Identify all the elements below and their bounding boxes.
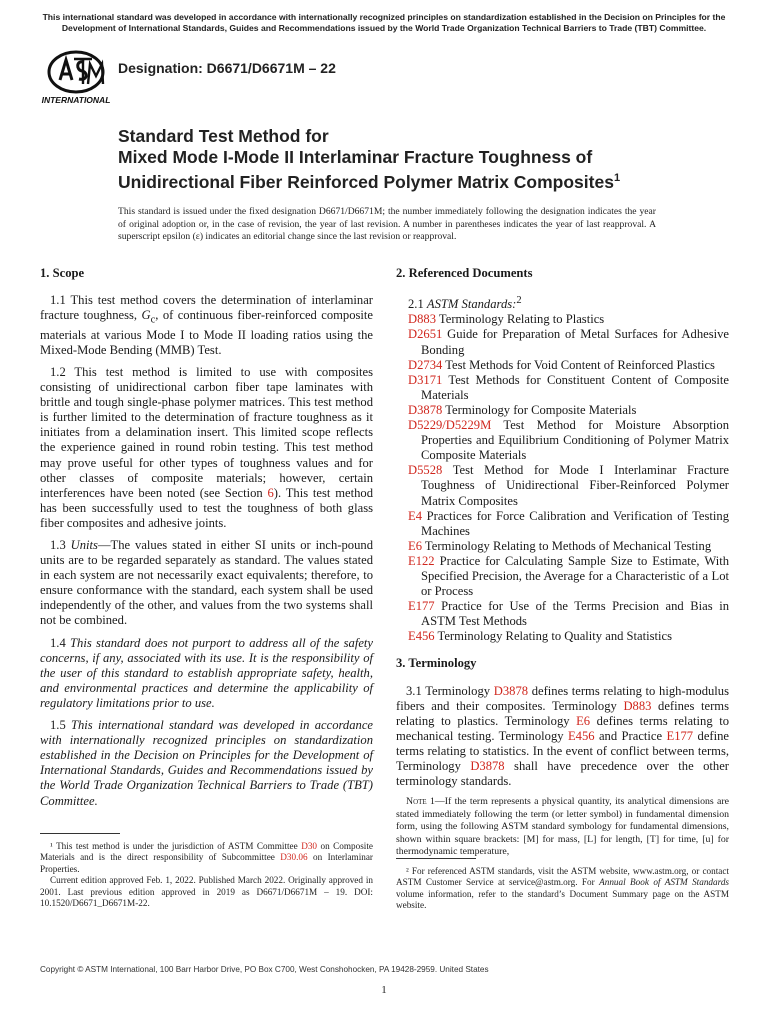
scope-1-1-text-a: 1.1 This test method covers the determination of interlaminar fracture toughness, [40, 293, 373, 323]
reference-item [408, 312, 729, 327]
reference-item [408, 418, 729, 463]
scope-1-3-units-label: Units [70, 538, 98, 553]
term-text-5: and Practice [594, 728, 667, 743]
terminology-para-3-1 [396, 684, 729, 790]
tbt-notice: This international standard was developed in accordance with internationally recognized principles on standardization established in the Decision on Principles for the Development of International Standards, Guides and Recommendations issued by the World Trade Organization Technical Barriers to Trade (TBT) Committee. [42, 12, 726, 33]
footnote-1 [40, 841, 373, 909]
scope-para-1-1 [40, 293, 373, 358]
scope-para-1-2 [40, 365, 373, 531]
term-ref-d3878[interactable]: D3878 [493, 683, 529, 698]
reference-code-link[interactable]: D2734 [408, 357, 443, 372]
reference-item [408, 373, 729, 403]
scope-para-1-3 [40, 538, 373, 629]
committee-d30-link[interactable]: D30 [301, 841, 318, 851]
footnote-1-edition: Current edition approved Feb. 1, 2022. Published March 2022. Originally approved in 2001. Last previous edition approved in 2019 as D6671/D6671M – 19. DOI: 10.1520/D6671_D6671M-22. [40, 875, 373, 909]
terminology-heading: 3. Terminology [396, 656, 477, 671]
scope-para-1-4 [40, 636, 373, 711]
reference-code-link[interactable]: D5229/D5229M [408, 418, 492, 433]
fn1-text-a: ¹ This test method is under the jurisdiction of ASTM Committee [50, 841, 302, 851]
footnote-1-jurisdiction [40, 841, 373, 875]
term-text-7: shall have precedence over the other terminology standards. [396, 759, 729, 789]
reference-title: Test Methods for Constituent Content of Composite Materials [421, 372, 729, 402]
reference-item [408, 554, 729, 599]
refs-footnote-mark: 2 [516, 295, 522, 307]
page-number: 1 [381, 984, 387, 996]
title-line-1: Standard Test Method for [118, 126, 329, 146]
title-line-2: Mixed Mode I-Mode II Interlaminar Fracture Toughness of [118, 147, 593, 167]
subcommittee-d30-06-link[interactable]: D30.06 [280, 852, 308, 863]
reference-code-link[interactable]: E6 [408, 538, 422, 553]
title-line-3-text: Unidirectional Fiber Reinforced Polymer Matrix Composites [118, 171, 614, 192]
reference-title: Practices for Force Calibration and Verification of Testing Machines [421, 508, 729, 538]
scope-1-5-number: 1.5 [50, 718, 71, 733]
referenced-documents-list [396, 293, 729, 644]
scope-1-3-text: —The values stated in either SI units or inch-pound units are to be regarded separately as standard. The values stated in each system are not necessarily exact equivalents; therefore, to ensure conformance with the standard, each system shall be used independently of the other, and values from the two systems shall not be combined. [40, 538, 373, 628]
reference-title: Practice for Use of the Terms Precision and Bias in ASTM Test Methods [421, 599, 729, 629]
note-text: 1—If the term represents a physical quantity, its analytical dimensions are stated immediately following the term (or letter symbol) in fundamental dimension form, using the following ASTM standard symbology for fundamental dimensions, shown within square brackets: [M] for mass, [L] for length, [T] for time, [u] for thermodynamic temperature, [396, 796, 729, 858]
scope-1-5-text: This international standard was developed in accordance with internationally recognized principles on standardization established in the Decision on Principles for the Development of International Standards, Guides and Recommendations issued by the World Trade Organization Technical Barriers to Trade (TBT) Committee. [40, 718, 373, 808]
scope-para-1-5 [40, 718, 373, 809]
reference-code-link[interactable]: E177 [408, 599, 435, 614]
footnote-rule-left [40, 833, 120, 834]
reference-code-link[interactable]: D883 [408, 312, 436, 327]
astm-standards-lead [408, 293, 729, 312]
scope-1-4-text: This standard does not purport to address all of the safety concerns, if any, associated with its use. It is the responsibility of the user of this standard to establish appropriate safety, health, and environmental practices and determine the applicability of regulatory limitations prior to use. [40, 635, 373, 710]
symbol-g-subscript: c [150, 314, 156, 326]
reference-item [408, 463, 729, 508]
scope-1-2-text-b: ). This test method has been successfully used to test the toughness of both glass fiber composites and adhesive joints. [40, 485, 373, 530]
reference-code-link[interactable]: E4 [408, 508, 422, 523]
reference-code-link[interactable]: D5528 [408, 463, 443, 478]
term-ref-e456[interactable]: E456 [567, 728, 595, 743]
left-column [40, 266, 373, 816]
reference-title: Terminology Relating to Plastics [436, 312, 605, 327]
term-text-4: defines terms relating to mechanical testing. Terminology [396, 713, 729, 743]
title-footnote-mark: 1 [613, 172, 621, 184]
reference-code-link[interactable]: E456 [408, 629, 435, 644]
title-line-3 [118, 168, 678, 193]
reference-item [408, 358, 729, 373]
scope-1-1-text-b: , of continuous fiber-reinforced composite materials at various Mode I to Mode II loading ratios using the Mixed-Mode Bending (MMB) Test. [40, 308, 373, 357]
reference-item [408, 509, 729, 539]
reference-code-link[interactable]: D3171 [408, 372, 443, 387]
fn1-text-c: on Interlaminar Properties. [40, 852, 373, 874]
refs-lead-number: 2.1 [408, 297, 427, 312]
term-ref-e177[interactable]: E177 [666, 728, 694, 743]
right-column [396, 266, 729, 859]
reference-items [396, 312, 729, 644]
footnote-2 [396, 866, 729, 912]
fn2-annual-book: Annual Book of ASTM Standards [599, 877, 729, 888]
reference-code-link[interactable]: D3878 [408, 402, 443, 417]
reference-item [408, 539, 729, 554]
scope-1-3-number: 1.3 [50, 538, 71, 553]
reference-code-link[interactable]: E122 [408, 553, 435, 568]
scope-heading: 1. Scope [40, 266, 85, 280]
standard-issuance-note: This standard is issued under the fixed designation D6671/D6671M; the number immediately following the designation indicates the year of original adoption or, in the case of revision, the year of last revision. A number in parentheses indicates the year of last reapproval. A superscript epsilon (ε) indicates an editorial change since the last revision or reapproval. [118, 206, 656, 242]
fn2-text-b: volume information, refer to the standard’s Document Summary page on the ASTM website. [396, 888, 729, 911]
scope-1-4-number: 1.4 [50, 635, 71, 650]
logo-caption: INTERNATIONAL [41, 95, 111, 105]
reference-title: Terminology for Composite Materials [442, 402, 637, 417]
term-ref-d3878-2[interactable]: D3878 [470, 759, 505, 773]
reference-item [408, 599, 729, 629]
terminology-note-1 [396, 796, 729, 859]
astm-logo-mark-icon [40, 50, 112, 108]
term-text-1: 3.1 Terminology [406, 683, 494, 698]
term-ref-d883[interactable]: D883 [623, 698, 652, 713]
astm-logo [40, 50, 112, 108]
reference-title: Terminology Relating to Methods of Mechanical Testing [422, 538, 712, 553]
reference-item [408, 629, 729, 644]
reference-title: Terminology Relating to Quality and Statistics [434, 629, 673, 644]
reference-title: Test Method for Moisture Absorption Properties and Equilibrium Conditioning of Polymer Matrix Composite Materials [421, 418, 729, 463]
section-6-link[interactable]: 6 [267, 485, 274, 500]
term-ref-e6[interactable]: E6 [576, 713, 591, 728]
fn1-text-b: on Composite Materials and is the direct responsibility of Subcommittee [40, 841, 373, 863]
term-text-2: defines terms relating to high-modulus fibers and their composites. Terminology [396, 683, 729, 713]
reference-code-link[interactable]: D2651 [408, 327, 443, 342]
term-text-6: define terms relating to statistics. In the event of conflict between terms, Terminology [396, 728, 729, 773]
note-label: Note [406, 796, 427, 808]
copyright-footer: Copyright © ASTM International, 100 Barr Harbor Drive, PO Box C700, West Conshohocken, PA 19428-2959. United States [40, 965, 489, 974]
term-text-3: defines terms relating to plastics. Terminology [396, 698, 729, 728]
refs-lead-text: ASTM Standards: [426, 297, 517, 312]
reference-item [408, 327, 729, 357]
reference-title: Test Method for Mode I Interlaminar Fracture Toughness of Unidirectional Fiber-Reinforced Polymer Matrix Composites [421, 463, 729, 508]
symbol-g: G [141, 308, 151, 323]
footnote-rule-right [396, 858, 476, 859]
fn2-text-a: ² For referenced ASTM standards, visit the ASTM website, www.astm.org, or contact ASTM Customer Service at service@astm.org. For [396, 866, 729, 888]
document-title [118, 126, 678, 193]
reference-title: Practice for Calculating Sample Size to Estimate, With Specified Precision, the Average for a Characteristic of a Lot or Process [421, 553, 729, 599]
footnote-2-text [396, 866, 729, 912]
reference-item [408, 403, 729, 418]
referenced-documents-heading: 2. Referenced Documents [396, 266, 533, 280]
reference-title: Guide for Preparation of Metal Surfaces for Adhesive Bonding [421, 327, 729, 357]
designation: Designation: D6671/D6671M – 22 [118, 60, 336, 76]
reference-title: Test Methods for Void Content of Reinforced Plastics [442, 357, 715, 372]
scope-1-2-text-a: 1.2 This test method is limited to use with composites consisting of unidirectional carbon fiber tape laminates with brittle and tough single-phase polymer matrices. This test method is further limited to the determination of fracture toughness as it initiates from a delamination insert. This limited scope reflects the experience gained in round robin testing. This test method may prove useful for other types of toughness values and for other classes of composite materials; however, certain interferences have been noted (see Section [40, 364, 373, 500]
